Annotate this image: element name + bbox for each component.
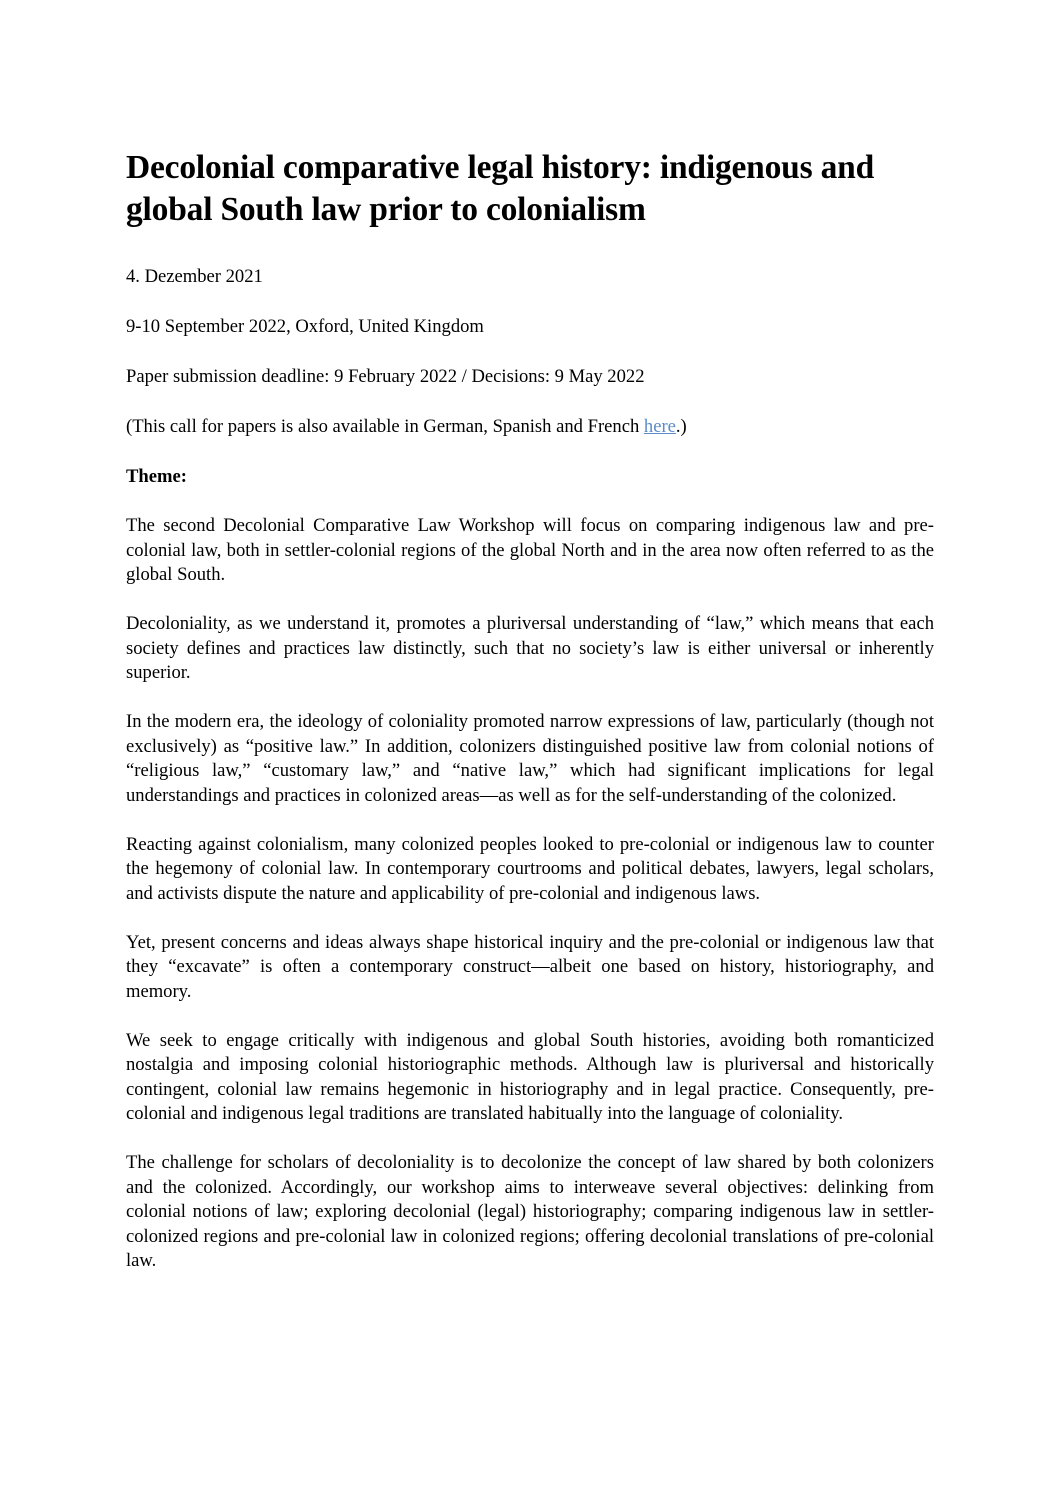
paragraph: Decoloniality, as we understand it, promotes a pluriversal understanding of “law,” which means that each society defines and practices law distinctly, such that no society’s law is either universal or inherently superior.: [126, 613, 934, 683]
document-content: [126, 147, 934, 1298]
post-date: 4. Dezember 2021: [126, 266, 263, 287]
availability-prefix: (This call for papers is also available in German, Spanish and French: [126, 416, 644, 437]
deadline-info: Paper submission deadline: 9 February 2022 / Decisions: 9 May 2022: [126, 366, 645, 387]
language-availability: [126, 414, 934, 439]
paragraph: Reacting against colonialism, many colonized peoples looked to pre-colonial or indigenous law to counter the hegemony of colonial law. In contemporary courtrooms and political debates, lawyers, legal scholars, and activists dispute the nature and applicability of pre-colonial and indigenous laws.: [126, 833, 934, 904]
document-title: Decolonial comparative legal history: indigenous and global South law prior to colonialism: [126, 149, 875, 228]
theme-heading: Theme:: [126, 466, 187, 487]
event-info: 9-10 September 2022, Oxford, United Kingdom: [126, 316, 484, 337]
paragraph: In the modern era, the ideology of coloniality promoted narrow expressions of law, particularly (though not exclusively) as “positive law.” In addition, colonizers distinguished positive law from colonial notions of “religious law,” “customary law,” and “native law,” which had significant implications for legal understandings and practices in colonized areas—as well as for the self-understanding of the colonized.: [126, 711, 934, 806]
paragraph: The challenge for scholars of decoloniality is to decolonize the concept of law shared by both colonizers and the colonized. Accordingly, our workshop aims to interweave several objectives: delinking from colonial notions of law; exploring decolonial (legal) historiography; comparing indigenous law in settler-colonized regions and pre-colonial law in colonized regions; offering decolonial translations of pre-colonial law.: [126, 1152, 934, 1271]
paragraph: The second Decolonial Comparative Law Workshop will focus on comparing indigenous law and pre-colonial law, both in settler-colonial regions of the global North and in the area now often referred to as the global South.: [126, 515, 934, 585]
here-link[interactable]: here: [643, 416, 676, 437]
paragraph: Yet, present concerns and ideas always shape historical inquiry and the pre-colonial or indigenous law that they “excavate” is often a contemporary construct—albeit one based on history, historiography, and memory.: [126, 931, 934, 1002]
paragraph: We seek to engage critically with indigenous and global South histories, avoiding both romanticized nostalgia and imposing colonial historiographic methods. Although law is pluriversal and historically contingent, colonial law remains hegemonic in historiography and in legal practice. Consequently, pre-colonial and indigenous legal traditions are translated habitually into the language of coloniality.: [126, 1029, 934, 1124]
availability-suffix: .): [675, 416, 687, 437]
